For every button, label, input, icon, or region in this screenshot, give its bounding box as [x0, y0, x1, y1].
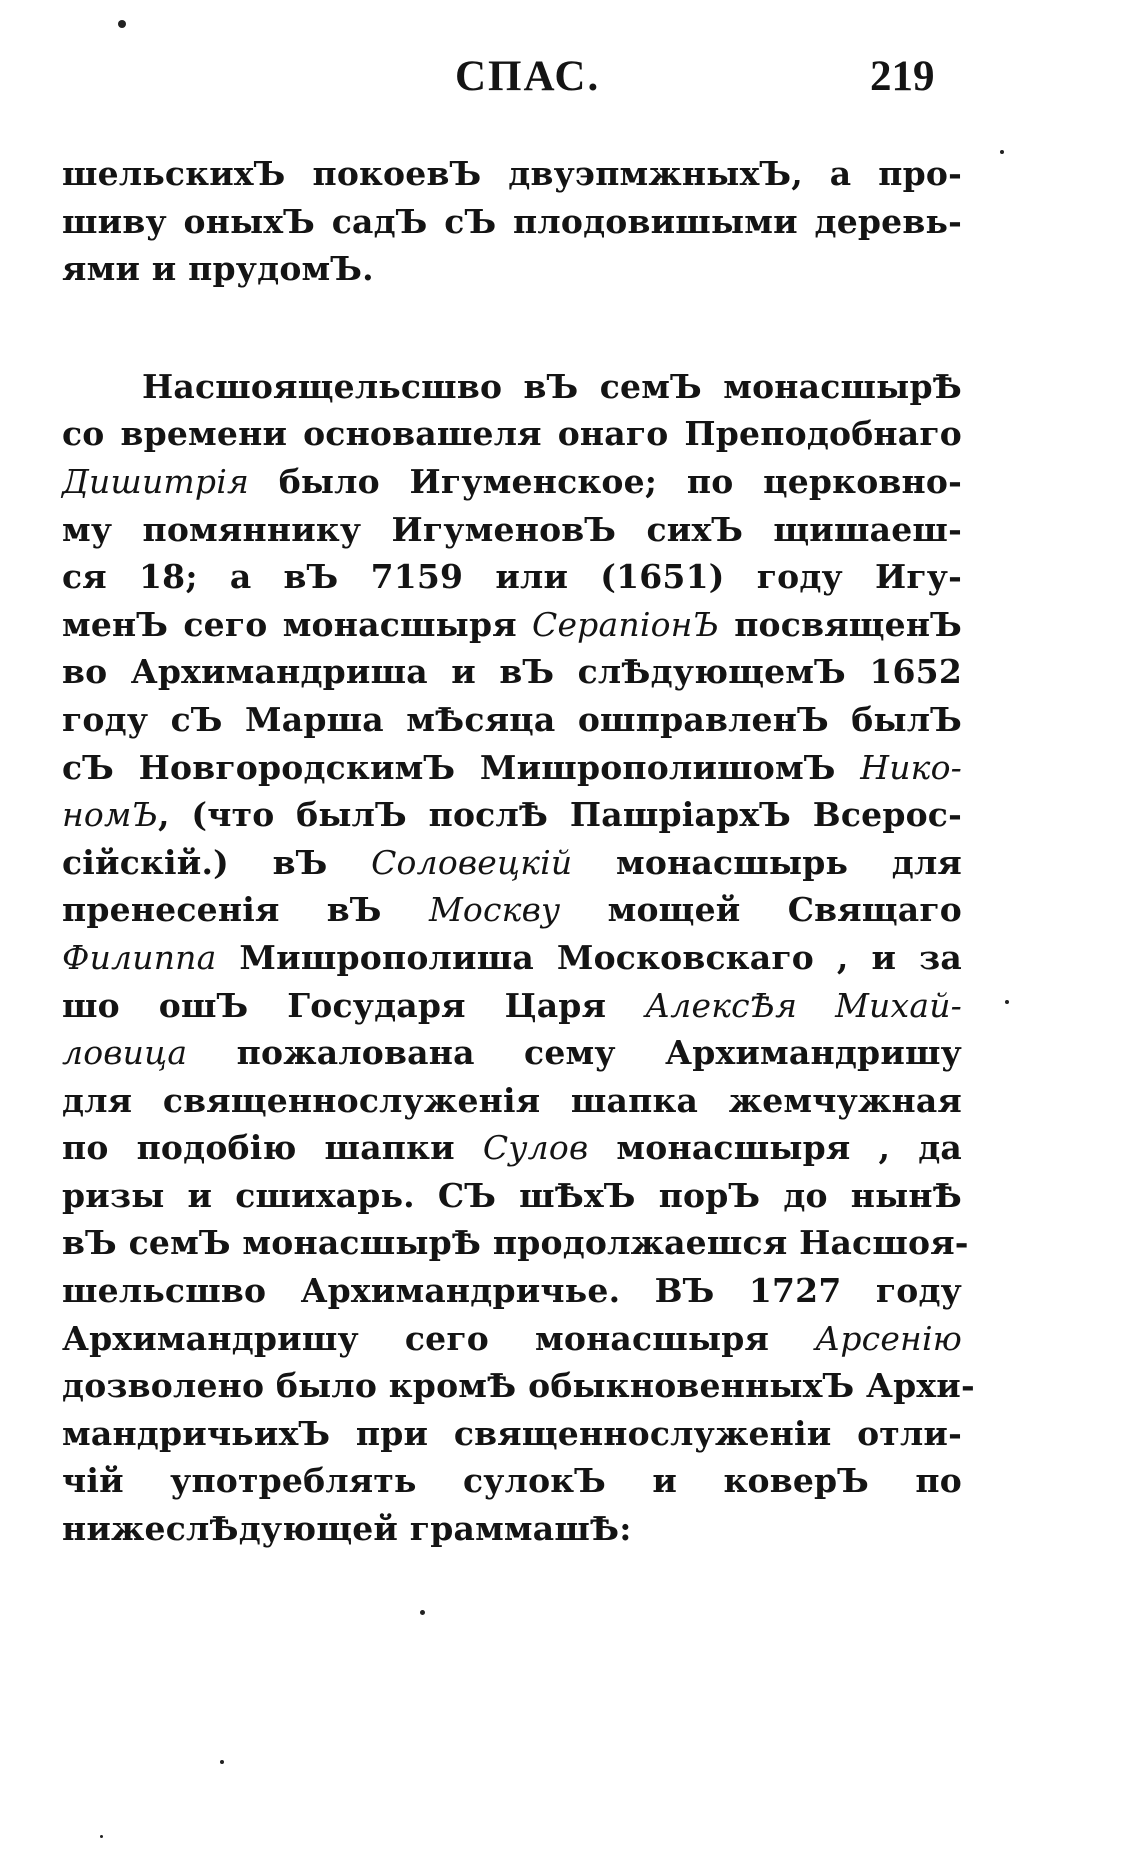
scan-speck [420, 1610, 425, 1615]
text-line [62, 245, 962, 293]
text-run: было Игуменское; по церковно- [249, 461, 962, 501]
text-line [62, 1172, 962, 1220]
text-run: во Архимандриша и вЪ слѢдующемЪ 1652 [62, 652, 962, 692]
text-run: для священнослуженія шапка жемчужная [62, 1080, 962, 1120]
scan-speck [220, 1760, 224, 1764]
page-number: 219 [870, 53, 935, 100]
text-line [62, 150, 962, 198]
text-run: по подобію шапки [62, 1128, 483, 1168]
text-run: посвященЪ [719, 604, 962, 644]
text-line [62, 1267, 962, 1315]
text-run: со времени основашеля онаго Преподобнаго [62, 414, 962, 454]
text-line [62, 696, 962, 744]
italic-name: Нико- [860, 747, 962, 787]
text-line [62, 791, 962, 839]
text-line [62, 553, 962, 601]
italic-name: АлексѢя Михай- [645, 985, 962, 1025]
italic-name: Москву [428, 890, 561, 930]
text-run: вЪ семЪ монасшырѢ продолжаешся Насшоя- [62, 1223, 969, 1263]
italic-name: Арсенію [815, 1318, 962, 1358]
scan-speck [118, 20, 126, 28]
text-line [62, 839, 962, 887]
text-run: мощей Свящаго [560, 890, 962, 930]
text-run: шельскихЪ покоевЪ двуэпмжныхЪ, а про- [62, 154, 962, 193]
italic-name: СерапіонЪ [532, 604, 720, 644]
text-run: му помяннику ИгуменовЪ сихЪ щишаеш- [62, 509, 962, 549]
text-run: шиву оныхЪ садЪ сЪ плодовишыми деревь- [62, 201, 962, 241]
italic-name: Дишитрія [62, 461, 250, 501]
text-line [62, 363, 962, 411]
text-run: сійскій.) вЪ [62, 842, 372, 882]
text-run: пожалована сему Архимандришу [187, 1033, 962, 1073]
text-line [62, 1219, 969, 1267]
text-line [62, 458, 962, 506]
text-run: ризы и сшихарь. СЪ шѢхЪ порЪ до нынѢ [62, 1175, 962, 1215]
text-line [62, 1410, 962, 1458]
text-run: Мишрополиша Московскаго , и за [216, 937, 962, 977]
scan-speck [100, 1835, 103, 1838]
text-line [62, 648, 962, 696]
text-line [62, 744, 962, 792]
text-run: нижеслѢдующей граммашѢ: [62, 1509, 632, 1549]
text-line [62, 1077, 962, 1125]
text-line [62, 1124, 962, 1172]
text-line [62, 886, 962, 934]
text-run: пренесенія вЪ [62, 890, 429, 930]
running-head [0, 52, 1140, 112]
italic-name: номЪ [62, 795, 158, 835]
text-run: , (что былЪ послѢ ПашріархЪ Всерос- [157, 795, 962, 835]
running-head-title: СПАС. [455, 53, 601, 100]
text-run: ся 18; а вЪ 7159 или (1651) году Игу- [62, 557, 962, 597]
text-run: ями и прудомЪ. [62, 249, 374, 289]
text-line [62, 410, 962, 458]
text-run: году сЪ Марша мѢсяца ошправленЪ былЪ [62, 699, 962, 739]
scan-speck [1005, 1000, 1009, 1004]
text-line [62, 198, 962, 246]
text-run: менЪ сего монасшыря [62, 604, 532, 644]
text-run: шо ошЪ Государя Царя [62, 985, 646, 1025]
text-run: монасшырь для [572, 842, 962, 882]
italic-name: Филиппа [62, 937, 217, 977]
text-run: чій употреблять сулокЪ и коверЪ по [62, 1461, 962, 1501]
text-run: Насшоящельсшво вЪ семЪ монасшырѢ [142, 366, 962, 406]
text-line [62, 601, 962, 649]
text-run: мандричьихЪ при священнослуженіи отли- [62, 1413, 962, 1453]
text-line [62, 1029, 962, 1077]
italic-name: Соловецкій [371, 842, 573, 882]
italic-name: ловица [62, 1033, 188, 1073]
text-line [62, 1315, 962, 1363]
text-run: шельсшво Архимандричье. ВЪ 1727 году [62, 1271, 962, 1311]
text-line [62, 1457, 962, 1505]
text-line [62, 934, 962, 982]
scan-speck [1000, 150, 1004, 154]
text-line [62, 506, 962, 554]
text-run: монасшыря , да [588, 1128, 962, 1168]
text-line [62, 982, 962, 1030]
paragraph-gap [62, 293, 962, 363]
text-line [62, 1362, 975, 1410]
text-line [62, 1505, 962, 1553]
text-run: сЪ НовгородскимЪ МишрополишомЪ [62, 747, 861, 787]
text-run: дозволено было кромѢ обыкновенныхЪ Архи- [62, 1366, 975, 1406]
italic-name: Сулов [482, 1128, 589, 1168]
body-text [62, 150, 975, 1553]
text-run: Архимандришу сего монасшыря [62, 1318, 816, 1358]
